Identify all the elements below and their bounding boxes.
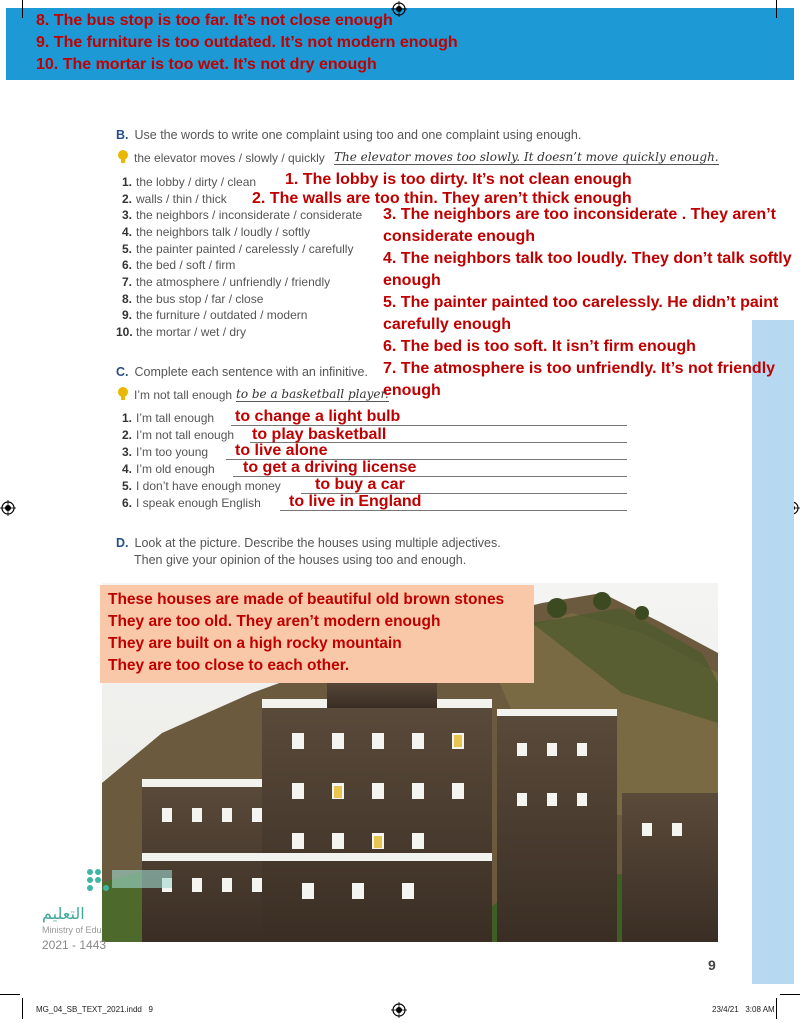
item-text: the painter painted / carelessly / carefully bbox=[136, 242, 354, 256]
item-text: the furniture / outdated / modern bbox=[136, 308, 308, 322]
section-b-answer-4-cont: enough bbox=[383, 272, 441, 289]
section-d-answer-4: They are too close to each other. bbox=[108, 657, 350, 674]
item-number: 7. bbox=[121, 275, 132, 289]
item-number: 1. bbox=[121, 175, 132, 189]
section-b-answer-4: 4. The neighbors talk too loudly. They don’t talk softly bbox=[383, 250, 792, 267]
registration-mark-icon bbox=[391, 1002, 407, 1018]
item-number: 9. bbox=[121, 308, 132, 322]
item-number: 2. bbox=[121, 192, 132, 206]
section-b-example-prompt: the elevator moves / slowly / quickly bbox=[134, 151, 325, 165]
crop-mark bbox=[22, 998, 23, 1019]
banner-answer-8: 8. The bus stop is too far. It’s not close enough bbox=[36, 12, 393, 29]
section-b-item bbox=[116, 175, 256, 189]
section-c-example-answer: to be a basketball player. bbox=[236, 387, 389, 401]
section-c-answer-3: to live alone bbox=[235, 442, 328, 459]
section-c-item bbox=[116, 496, 261, 510]
item-number: 3. bbox=[121, 208, 132, 222]
section-b-answer-6: 6. The bed is too soft. It isn’t firm enough bbox=[383, 338, 696, 355]
section-d-letter: D. bbox=[116, 536, 129, 550]
footer-date: 23/4/21 3:08 AM bbox=[712, 1005, 775, 1014]
lightbulb-icon bbox=[117, 386, 129, 402]
crop-mark bbox=[0, 994, 20, 995]
section-c-letter: C. bbox=[116, 365, 129, 379]
crop-mark bbox=[22, 0, 23, 18]
section-c-item bbox=[116, 479, 281, 493]
item-number: 2. bbox=[121, 428, 132, 442]
section-b-answer-2: 2. The walls are too thin. They aren’t thick enough bbox=[252, 190, 632, 207]
section-b-instruction bbox=[116, 128, 581, 142]
section-c-answer-4: to get a driving license bbox=[243, 459, 417, 476]
item-text: walls / thin / thick bbox=[136, 192, 227, 206]
item-text: the bus stop / far / close bbox=[136, 292, 264, 306]
section-d-answer-1: These houses are made of beautiful old brown stones bbox=[108, 591, 505, 608]
section-c-answer-5: to buy a car bbox=[315, 476, 405, 493]
ministry-name-arabic: التعليم bbox=[42, 904, 85, 923]
ministry-name-english: Ministry of Edu bbox=[42, 925, 102, 935]
item-number: 3. bbox=[121, 445, 132, 459]
item-text: I’m too young bbox=[136, 445, 209, 459]
section-b-item bbox=[116, 292, 263, 306]
section-b-answer-5-cont: carefully enough bbox=[383, 316, 512, 333]
section-b-answer-3-cont: considerate enough bbox=[383, 228, 536, 245]
section-b-instruction-text: Use the words to write one complaint using too and one complaint using enough. bbox=[134, 128, 582, 142]
item-number: 5. bbox=[121, 242, 132, 256]
section-b-item bbox=[116, 308, 307, 322]
item-text: I’m not tall enough bbox=[136, 428, 235, 442]
banner-answer-10: 10. The mortar is too wet. It’s not dry enough bbox=[36, 56, 377, 73]
item-text: I speak enough English bbox=[136, 496, 261, 510]
item-number: 1. bbox=[121, 411, 132, 425]
section-c-answer-2: to play basketball bbox=[252, 426, 387, 443]
section-c-item bbox=[116, 445, 208, 459]
item-number: 6. bbox=[121, 496, 132, 510]
crop-mark bbox=[780, 994, 800, 995]
section-b-answer-7: 7. The atmosphere is too unfriendly. It’s not friendly bbox=[383, 360, 776, 377]
section-b-item bbox=[116, 192, 227, 206]
item-text: the neighbors talk / loudly / softly bbox=[136, 225, 311, 239]
item-text: the mortar / wet / dry bbox=[136, 325, 247, 339]
section-c-example-prompt: I’m not tall enough bbox=[134, 388, 233, 402]
lightbulb-icon bbox=[117, 149, 129, 165]
item-text: I’m tall enough bbox=[136, 411, 215, 425]
item-number: 8. bbox=[121, 292, 132, 306]
section-b-answer-7-cont: enough bbox=[383, 382, 441, 399]
section-b-answer-1: 1. The lobby is too dirty. It’s not clean enough bbox=[285, 171, 632, 188]
item-number: 6. bbox=[121, 258, 132, 272]
item-number: 10. bbox=[116, 325, 133, 339]
section-b-answer-5: 5. The painter painted too carelessly. He didn’t paint bbox=[383, 294, 779, 311]
section-b-answer-3: 3. The neighbors are too inconsiderate . They aren’t bbox=[383, 206, 776, 223]
section-c-answer-1: to change a light bulb bbox=[235, 408, 401, 425]
item-text: I’m old enough bbox=[136, 462, 215, 476]
crop-mark bbox=[776, 998, 777, 1019]
registration-mark-icon bbox=[0, 500, 16, 516]
item-number: 4. bbox=[121, 225, 132, 239]
section-b-item bbox=[116, 242, 353, 256]
item-text: the neighbors / inconsiderate / considerate bbox=[136, 208, 363, 222]
crop-mark bbox=[776, 0, 777, 18]
item-text: the atmosphere / unfriendly / friendly bbox=[136, 275, 331, 289]
item-text: I don’t have enough money bbox=[136, 479, 281, 493]
banner-answer-9: 9. The furniture is too outdated. It’s not modern enough bbox=[36, 34, 458, 51]
section-d-instruction bbox=[116, 535, 501, 569]
section-c-item bbox=[116, 428, 234, 442]
section-d-answer-3: They are built on a high rocky mountain bbox=[108, 635, 402, 652]
registration-mark-icon bbox=[391, 1, 407, 17]
page-number: 9 bbox=[708, 957, 716, 973]
footer-file: MG_04_SB_TEXT_2021.indd 9 bbox=[36, 1005, 153, 1014]
ministry-year: 2021 - 1443 bbox=[42, 938, 107, 952]
item-number: 5. bbox=[121, 479, 132, 493]
section-d-answer-2: They are too old. They aren’t modern enough bbox=[108, 613, 441, 630]
item-text: the bed / soft / firm bbox=[136, 258, 236, 272]
section-b-item bbox=[116, 225, 310, 239]
section-d-instruction-line1: Look at the picture. Describe the houses using multiple adjectives. bbox=[134, 536, 501, 550]
section-c-item bbox=[116, 462, 215, 476]
section-c-item bbox=[116, 411, 214, 425]
section-d-instruction-line2: Then give your opinion of the houses using too and enough. bbox=[134, 553, 467, 567]
side-bar bbox=[752, 320, 794, 984]
ministry-logo-icon bbox=[84, 866, 174, 894]
section-b-item bbox=[116, 275, 330, 289]
section-b-item bbox=[116, 258, 235, 272]
section-c-answer-6: to live in England bbox=[289, 493, 422, 510]
item-text: the lobby / dirty / clean bbox=[136, 175, 257, 189]
section-b-item bbox=[116, 208, 362, 222]
section-c-instruction-text: Complete each sentence with an infinitive. bbox=[134, 365, 368, 379]
section-b-item bbox=[116, 325, 246, 339]
section-b-example-answer: The elevator moves too slowly. It doesn’t move quickly enough. bbox=[334, 150, 719, 164]
item-number: 4. bbox=[121, 462, 132, 476]
section-c-instruction bbox=[116, 365, 368, 379]
section-b-letter: B. bbox=[116, 128, 129, 142]
